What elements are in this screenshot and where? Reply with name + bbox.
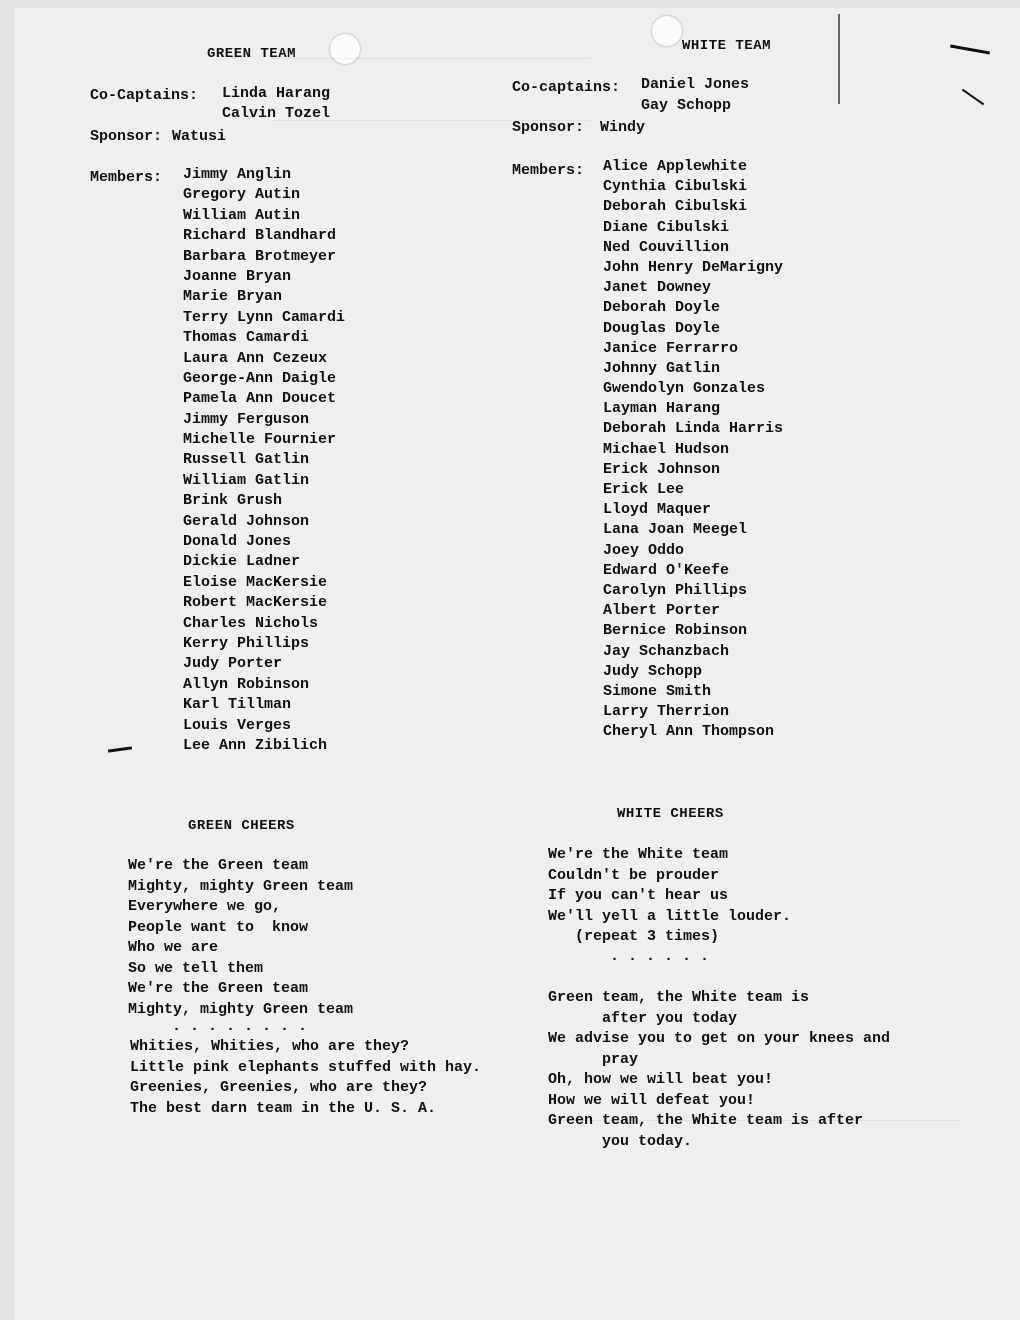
green-co-captain-1: Linda Harang: [222, 85, 331, 102]
white-sponsor: Windy: [600, 119, 646, 136]
white-members-label: Members:: [512, 162, 585, 179]
white-cheer-line: We're the White team: [548, 846, 729, 863]
green-member-name: Robert MacKersie: [183, 594, 328, 612]
white-sponsor-label: Sponsor:: [512, 119, 585, 136]
white-member-name: Janice Ferrarro: [603, 339, 739, 357]
white-member-name: Deborah Linda Harris: [603, 420, 784, 438]
white-cheer-line: pray: [548, 1050, 639, 1068]
white-member-name: Bernice Robinson: [603, 622, 748, 640]
white-member-name: Carolyn Phillips: [603, 581, 748, 599]
white-cheers-verse-1: [548, 845, 791, 948]
white-member-name: Lana Joan Meegel: [603, 521, 748, 539]
white-co-captains-label: Co-captains:: [512, 79, 621, 96]
green-member-name: Barbara Brotmeyer: [183, 247, 337, 265]
white-cheer-line: How we will defeat you!: [548, 1091, 756, 1109]
white-member-name: Douglas Doyle: [603, 319, 721, 337]
green-members-list: [183, 165, 345, 756]
green-member-name: Kerry Phillips: [183, 634, 310, 652]
white-member-name: Jay Schanzbach: [603, 642, 730, 660]
green-cheer-line: The best darn team in the U. S. A.: [130, 1099, 437, 1117]
green-cheer-line: So we tell them: [128, 959, 264, 977]
white-cheer-line: If you can't hear us: [548, 887, 729, 904]
white-cheer-line: Green team, the White team is after: [548, 1112, 864, 1129]
white-member-name: Deborah Doyle: [603, 299, 721, 317]
white-member-name: Erick Lee: [603, 481, 685, 498]
green-member-name: Russell Gatlin: [183, 451, 310, 469]
green-member-name: Judy Porter: [183, 655, 283, 673]
green-member-name: Richard Blandhard: [183, 227, 337, 245]
white-member-name: Janet Downey: [603, 279, 712, 297]
white-cheer-line: We'll yell a little louder.: [548, 907, 792, 925]
white-cheer-line: Oh, how we will beat you!: [548, 1071, 774, 1088]
green-cheer-line: Mighty, mighty Green team: [128, 877, 354, 895]
green-member-name: Dickie Ladner: [183, 553, 301, 571]
green-cheer-line: We're the Green team: [128, 857, 309, 874]
white-cheer-line: We advise you to get on your knees and: [548, 1030, 891, 1047]
green-member-name: Louis Verges: [183, 716, 292, 734]
white-member-name: Diane Cibulski: [603, 218, 730, 236]
white-member-name: Ned Couvillion: [603, 238, 730, 256]
white-member-name: Joey Oddo: [603, 541, 685, 559]
white-members-list: [603, 157, 783, 742]
white-member-name: Simone Smith: [603, 682, 712, 700]
white-member-name: Cheryl Ann Thompson: [603, 723, 775, 741]
white-member-name: John Henry DeMarigny: [603, 258, 784, 276]
white-member-name: Michael Hudson: [603, 440, 730, 458]
green-member-name: George-Ann Daigle: [183, 369, 337, 387]
green-cheer-line: Whities, Whities, who are they?: [130, 1038, 410, 1055]
white-member-name: Larry Therrion: [603, 703, 730, 721]
green-cheer-line: Greenies, Greenies, who are they?: [130, 1079, 428, 1096]
green-cheer-line: People want to know: [128, 918, 309, 936]
white-member-name: Judy Schopp: [603, 662, 703, 680]
green-member-name: Allyn Robinson: [183, 675, 310, 693]
white-member-name: Gwendolyn Gonzales: [603, 380, 766, 398]
green-cheer-line: We're the Green team: [128, 980, 309, 997]
white-co-captain-2: Gay Schopp: [641, 97, 732, 114]
green-member-name: Charles Nichols: [183, 614, 319, 632]
green-co-captain-2: Calvin Tozel: [222, 105, 331, 122]
white-cheers-heading: WHITE CHEERS: [617, 806, 724, 822]
green-sponsor-label: Sponsor:: [90, 128, 163, 145]
green-member-name: Joanne Bryan: [183, 267, 292, 285]
white-member-name: Layman Harang: [603, 400, 721, 418]
green-member-name: Pamela Ann Doucet: [183, 390, 337, 408]
white-member-name: Deborah Cibulski: [603, 198, 748, 216]
green-member-name: Marie Bryan: [183, 288, 283, 306]
white-cheer-line: Green team, the White team is: [548, 989, 810, 1006]
green-member-name: Gregory Autin: [183, 186, 301, 204]
green-cheers-verse-2: [130, 1037, 481, 1119]
green-member-name: Karl Tillman: [183, 696, 292, 714]
white-cheer-line: (repeat 3 times): [548, 928, 720, 945]
green-cheers-separator: . . . . . . . .: [172, 1018, 308, 1035]
white-member-name: Cynthia Cibulski: [603, 178, 748, 196]
green-sponsor: Watusi: [172, 128, 227, 145]
white-co-captain-1: Daniel Jones: [641, 76, 750, 93]
green-co-captains-label: Co-Captains:: [90, 87, 199, 104]
green-cheer-line: Little pink elephants stuffed with hay.: [130, 1058, 482, 1076]
green-cheer-line: Everywhere we go,: [128, 898, 282, 915]
green-member-name: Eloise MacKersie: [183, 573, 328, 591]
green-member-name: Laura Ann Cezeux: [183, 349, 328, 367]
white-member-name: Johnny Gatlin: [603, 359, 721, 377]
white-cheers-verse-2: [548, 988, 890, 1152]
white-member-name: Erick Johnson: [603, 460, 721, 478]
white-team-heading: WHITE TEAM: [682, 38, 772, 54]
green-cheer-line: Who we are: [128, 939, 219, 956]
green-member-name: Gerald Johnson: [183, 512, 310, 530]
green-cheers-heading: GREEN CHEERS: [188, 818, 295, 834]
green-member-name: Thomas Camardi: [183, 329, 310, 347]
green-member-name: Jimmy Anglin: [183, 166, 292, 183]
green-member-name: William Gatlin: [183, 471, 310, 489]
white-member-name: Lloyd Maquer: [603, 501, 712, 519]
green-member-name: Michelle Fournier: [183, 431, 337, 449]
white-cheer-line: Couldn't be prouder: [548, 866, 720, 884]
white-cheer-line: after you today: [548, 1009, 738, 1027]
green-cheer-line: Mighty, mighty Green team: [128, 1000, 354, 1018]
green-member-name: Brink Grush: [183, 492, 283, 510]
white-member-name: Albert Porter: [603, 602, 721, 620]
white-member-name: Edward O'Keefe: [603, 561, 730, 579]
green-members-label: Members:: [90, 169, 163, 186]
punch-hole-right: [652, 16, 682, 46]
green-member-name: William Autin: [183, 206, 301, 224]
white-cheer-line: you today.: [548, 1132, 693, 1150]
green-member-name: Donald Jones: [183, 533, 292, 551]
green-member-name: Terry Lynn Camardi: [183, 308, 346, 326]
green-member-name: Jimmy Ferguson: [183, 410, 310, 428]
green-member-name: Lee Ann Zibilich: [183, 736, 328, 754]
green-cheers-verse-1: [128, 856, 353, 1020]
white-member-name: Alice Applewhite: [603, 158, 748, 175]
punch-hole-left: [330, 34, 360, 64]
white-cheers-separator: . . . . . .: [610, 948, 710, 965]
green-team-heading: GREEN TEAM: [207, 46, 297, 62]
